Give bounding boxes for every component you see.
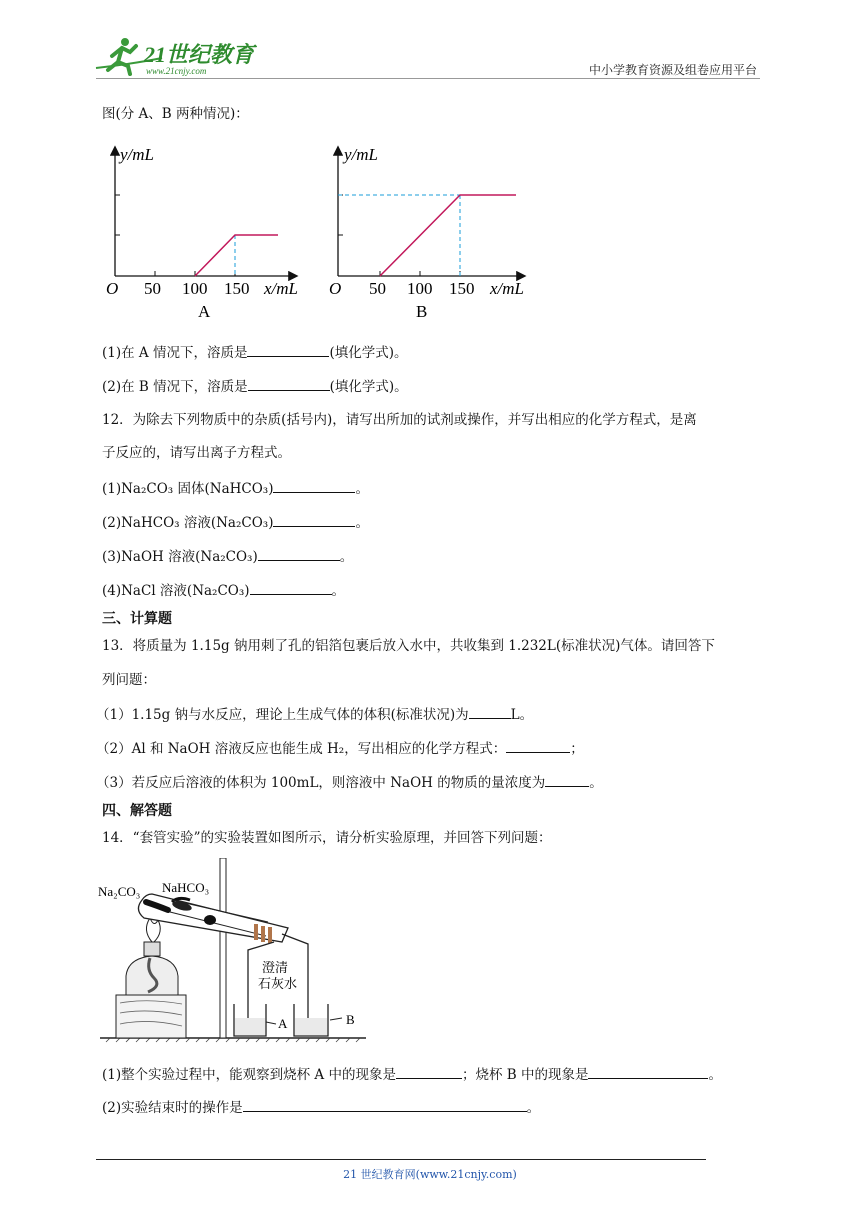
graph-a-origin: O bbox=[106, 279, 119, 298]
q12-item-2: (2)NaHCO₃ 溶液(Na₂CO₃) 。 bbox=[102, 512, 369, 533]
q11-part1: (1)在 A 情况下，溶质是 (填化学式)。 bbox=[102, 342, 408, 363]
answer-blank[interactable] bbox=[588, 1064, 708, 1079]
stopper bbox=[254, 924, 258, 940]
graph-b-label: B bbox=[416, 302, 428, 321]
answer-blank[interactable] bbox=[273, 478, 355, 493]
logo-url: www.21cnjy.com bbox=[146, 66, 207, 76]
graph-a-label: A bbox=[198, 302, 211, 321]
graph-a-line bbox=[195, 235, 278, 276]
footer-link[interactable]: 21 世纪教育网(www.21cnjy.com) bbox=[343, 1168, 517, 1181]
q14-part1: (1)整个实验过程中，能观察到烧杯 A 中的现象是 ；烧杯 B 中的现象是 。 bbox=[102, 1064, 722, 1085]
graph-b-xlabel: x/mL bbox=[490, 279, 524, 298]
answer-blank[interactable] bbox=[243, 1097, 527, 1112]
graph-intro: 图(分 A、B 两种情况)： bbox=[102, 106, 249, 122]
graph-b-tick-150: 150 bbox=[449, 279, 475, 298]
q13-stem-line1: 13．将质量为 1.15g 钠用刺了孔的铝箔包裹后放入水中，共收集到 1.232L(标准状况)气体。请回答下 bbox=[102, 638, 715, 654]
apparatus-figure bbox=[98, 858, 368, 1044]
label-limewater-1: 澄清 bbox=[262, 960, 289, 975]
label-limewater-2: 石灰水 bbox=[258, 976, 298, 991]
header-platform-text: 中小学教育资源及组卷应用平台 bbox=[588, 63, 757, 77]
q12-item-3: (3)NaOH 溶液(Na₂CO₃) 。 bbox=[102, 546, 353, 567]
label-beaker-a: A bbox=[278, 1016, 288, 1031]
label-na2co3: Na₂CO₃ bbox=[98, 884, 141, 899]
q12-item-1: (1)Na₂CO₃ 固体(NaHCO₃) 。 bbox=[102, 478, 369, 499]
answer-blank[interactable] bbox=[469, 704, 511, 719]
section-heading-calc: 三、计算题 bbox=[102, 611, 172, 627]
graph-b-tick-100: 100 bbox=[407, 279, 433, 298]
q12-item-4: (4)NaCl 溶液(Na₂CO₃) 。 bbox=[102, 580, 345, 601]
q12-stem-line1: 12．为除去下列物质中的杂质(括号内)，请写出所加的试剂或操作，并写出相应的化学方程式，是离 bbox=[102, 412, 697, 428]
header-divider bbox=[96, 78, 760, 79]
q13-part1: （1）1.15g 钠与水反应，理论上生成气体的体积(标准状况)为 L。 bbox=[96, 704, 533, 725]
graph-a-tick-50: 50 bbox=[144, 279, 161, 298]
q13-part2: （2）Al 和 NaOH 溶液反应也能生成 H₂，写出相应的化学方程式： ； bbox=[96, 738, 584, 759]
clamp bbox=[204, 915, 216, 925]
iron-stand bbox=[220, 858, 226, 1038]
section-heading-answer: 四、解答题 bbox=[102, 803, 172, 819]
q11-part2: (2)在 B 情况下，溶质是 (填化学式)。 bbox=[102, 376, 408, 397]
label-beaker-b: B bbox=[346, 1012, 355, 1027]
wooden-block bbox=[116, 995, 186, 1038]
answer-blank[interactable] bbox=[545, 772, 589, 787]
answer-blank[interactable] bbox=[250, 580, 332, 595]
graph-b-tick-50: 50 bbox=[369, 279, 386, 298]
graph-b-ylabel: y/mL bbox=[344, 145, 378, 164]
answer-blank[interactable] bbox=[396, 1064, 462, 1079]
answer-blank[interactable] bbox=[258, 546, 340, 561]
logo-text: 21世纪教育 bbox=[144, 42, 255, 67]
answer-blank[interactable] bbox=[273, 512, 355, 527]
q12-stem-line2: 子反应的，请写出离子方程式。 bbox=[102, 445, 291, 461]
q13-stem-line2: 列问题： bbox=[102, 672, 156, 688]
q13-part3: （3）若反应后溶液的体积为 100mL，则溶液中 NaOH 的物质的量浓度为 。 bbox=[96, 772, 603, 793]
answer-blank[interactable] bbox=[247, 342, 329, 357]
graph-a-ylabel: y/mL bbox=[120, 145, 154, 164]
graph-a-tick-150: 150 bbox=[224, 279, 250, 298]
graph-b-origin: O bbox=[329, 279, 342, 298]
q14-stem: 14．“套管实验”的实验装置如图所示，请分析实验原理，并回答下列问题： bbox=[102, 830, 552, 846]
graph-b-line bbox=[380, 195, 516, 276]
graph-a-tick-100: 100 bbox=[182, 279, 208, 298]
flame-icon bbox=[146, 918, 160, 942]
graph-b bbox=[329, 145, 524, 321]
answer-blank[interactable] bbox=[248, 376, 330, 391]
answer-blank[interactable] bbox=[506, 738, 570, 753]
label-nahco3: NaHCO₃ bbox=[162, 880, 210, 895]
graphs-figure bbox=[96, 140, 546, 325]
graph-a bbox=[106, 145, 298, 321]
footer-divider bbox=[96, 1159, 706, 1160]
q14-part2: (2)实验结束时的操作是 。 bbox=[102, 1097, 540, 1118]
site-logo bbox=[92, 34, 262, 78]
graph-a-xlabel: x/mL bbox=[264, 279, 298, 298]
